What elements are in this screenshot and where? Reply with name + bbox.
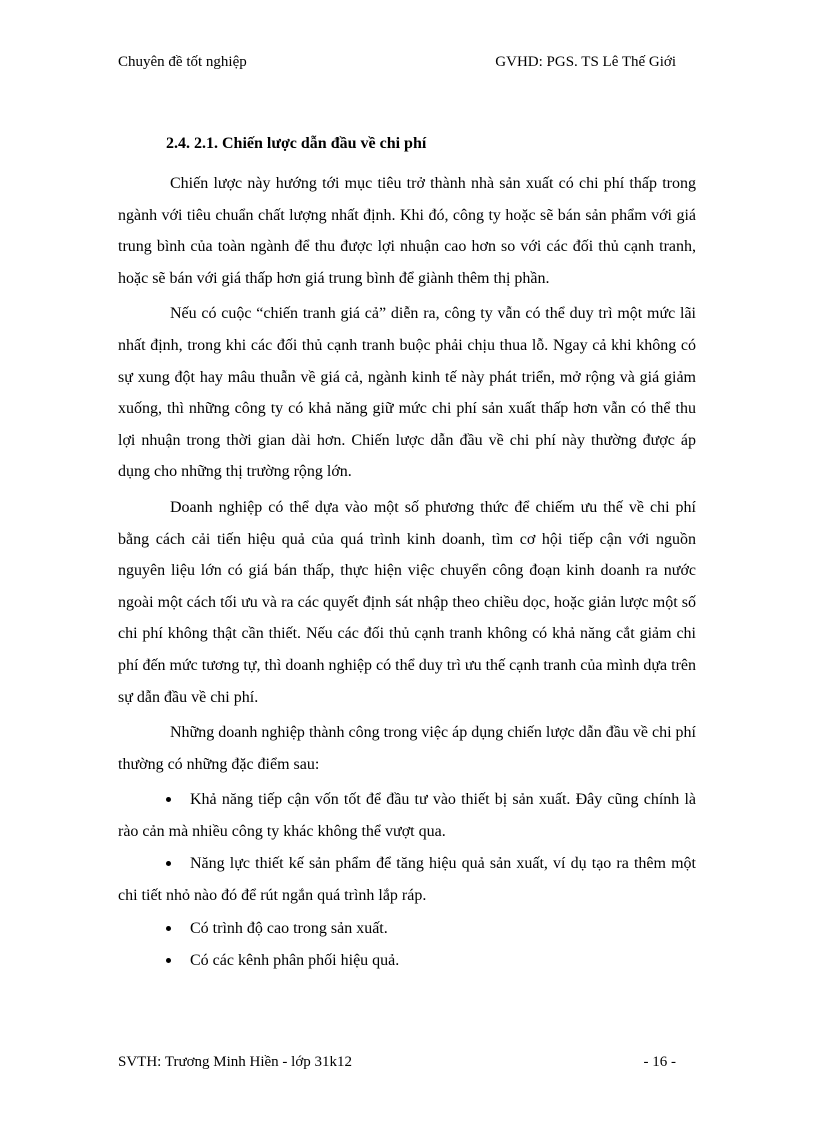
bullet-text: Có trình độ cao trong sản xuất. <box>190 919 388 937</box>
bullet-dot-icon <box>166 797 171 802</box>
bullet-dot-icon <box>166 958 171 963</box>
bullet-text: Khả năng tiếp cận vốn tốt để đầu tư vào thiết bị sản xuất. Đây cũng chính là rào cản mà nhiều công ty khác không thể vượt qua. <box>118 791 696 840</box>
page-footer <box>118 1052 676 1076</box>
header-topic: Chuyên đề tốt nghiệp <box>118 54 247 70</box>
bullet-item <box>118 945 696 977</box>
bullet-text: Có các kênh phân phối hiệu quả. <box>190 952 400 970</box>
bullet-item <box>118 784 696 847</box>
paragraph: Doanh nghiệp có thể dựa vào một số phương thức để chiếm ưu thế về chi phí bằng cách cải tiến hiệu quả của quá trình kinh doanh, tìm cơ hội tiếp cận với nguồn nguyên liệu lớn có giá bán thấp, thực hiện việc chuyển công đoạn kinh doanh ra nước ngoài một cách tối ưu và ra các quyết định sát nhập theo chiều dọc, hoặc giản lược một số chi phí không thật cần thiết. Nếu các đối thủ cạnh tranh không có khả năng cắt giảm chi phí đến mức tương tự, thì doanh nghiệp có thể duy trì ưu thế cạnh tranh của mình dựa trên sự dẫn đầu về chi phí. <box>118 498 696 706</box>
paragraph: Những doanh nghiệp thành công trong việc áp dụng chiến lược dẫn đầu về chi phí thường có những đặc điểm sau: <box>118 724 696 773</box>
header-advisor: GVHD: PGS. TS Lê Thế Giới <box>495 54 676 70</box>
footer-student: SVTH: Trương Minh Hiền - lớp 31k12 <box>118 1054 353 1070</box>
bullet-dot-icon <box>166 861 171 866</box>
bullet-item <box>118 848 696 911</box>
page-header <box>118 52 676 76</box>
paragraph: Chiến lược này hướng tới mục tiêu trở thành nhà sản xuất có chi phí thấp trong ngành với tiêu chuẩn chất lượng nhất định. Khi đó, công ty hoặc sẽ bán sản phẩm với giá trung bình của toàn ngành để thu được lợi nhuận cao hơn so với các đối thủ cạnh tranh, hoặc sẽ bán với giá thấp hơn giá trung bình để giành thêm thị phần. <box>118 175 696 287</box>
paragraph: Nếu có cuộc “chiến tranh giá cả” diễn ra, công ty vẫn có thể duy trì một mức lãi nhất định, trong khi các đối thủ cạnh tranh buộc phải chịu thua lỗ. Ngay cả khi không có sự xung đột hay mâu thuẫn về giá cả, ngành kinh tế này phát triển, mở rộng và giá giảm xuống, thì những công ty có khả năng giữ mức chi phí sản xuất thấp hơn vẫn có thể thu lợi nhuận trong thời gian dài hơn. Chiến lược dẫn đầu về chi phí này thường được áp dụng cho những thị trường rộng lớn. <box>118 305 696 481</box>
page-body <box>118 132 696 978</box>
bullet-text: Năng lực thiết kế sản phẩm để tăng hiệu quả sản xuất, ví dụ tạo ra thêm một chi tiết nhỏ nào đó để rút ngắn quá trình lắp ráp. <box>118 855 696 905</box>
bullet-list <box>118 784 696 977</box>
bullet-dot-icon <box>166 926 171 931</box>
bullet-item <box>118 913 696 945</box>
page-number: - 16 - <box>643 1054 676 1070</box>
section-heading: 2.4. 2.1. Chiến lược dẫn đầu về chi phí <box>166 135 427 152</box>
